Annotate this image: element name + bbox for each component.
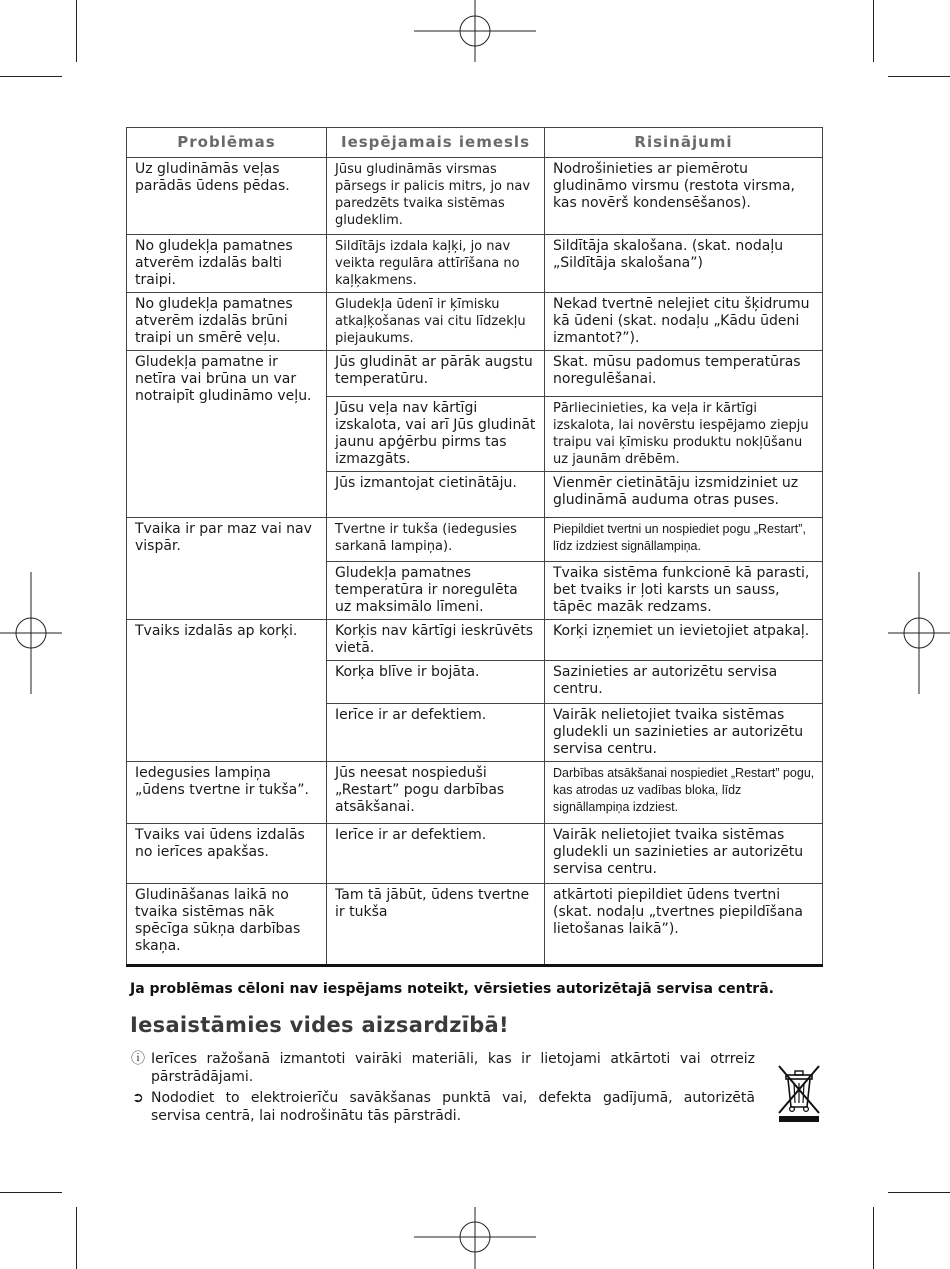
table-header-row (127, 128, 823, 158)
crop-mark (888, 1192, 950, 1193)
table-row (127, 351, 823, 397)
registration-mark-top (414, 0, 536, 62)
list-item (130, 1050, 755, 1086)
solution-cell: atkārtoti piepildiet ūdens tvertni (skat. nodaļu „tvertnes piepildīšana lietošanas laikā”). (545, 884, 823, 966)
arrow-bullet-icon: ➲ (132, 1090, 144, 1106)
list-item (130, 1089, 755, 1125)
info-icon: ⓘ (131, 1051, 145, 1067)
list-item-text: Ierīces ražošanā izmantoti vairāki materiāli, kas ir lietojami atkārtoti vai otrreiz pārstrādājami. (151, 1051, 755, 1085)
table-row (127, 884, 823, 966)
cause-cell: Tam tā jābūt, ūdens tvertne ir tukša (327, 884, 545, 966)
crossed-out-bin-icon (776, 1063, 822, 1127)
header-problems: Problēmas (127, 128, 327, 158)
cause-cell: Jūs gludināt ar pārāk augstu temperatūru. (327, 351, 545, 397)
problem-cell: Tvaika ir par maz vai nav vispār. (127, 518, 327, 620)
cause-cell: Korķis nav kārtīgi ieskrūvēts vietā. (327, 620, 545, 661)
crop-mark (0, 76, 62, 77)
cause-cell: Ierīce ir ar defektiem. (327, 824, 545, 884)
cause-cell: Jūs neesat nospieduši „Restart” pogu darbības atsākšanai. (327, 762, 545, 824)
cause-cell: Ierīce ir ar defektiem. (327, 704, 545, 762)
registration-mark-left (0, 572, 62, 694)
solution-cell: Sildītāja skalošana. (skat. nodaļu „Sildītāja skalošana”) (545, 235, 823, 293)
solution-cell: Tvaika sistēma funkcionē kā parasti, bet tvaiks ir ļoti karsts un sauss, tāpēc mazāk redzams. (545, 562, 823, 620)
crop-mark (76, 1207, 77, 1269)
table-row (127, 762, 823, 824)
solution-cell: Vienmēr cietinātāju izsmidziniet uz gludināmā auduma otras puses. (545, 472, 823, 518)
troubleshooting-table (126, 127, 823, 967)
cause-cell: Gludekļa pamatnes temperatūra ir noregulēta uz maksimālo līmeni. (327, 562, 545, 620)
list-item-text: Nododiet to elektroierīču savākšanas punktā vai, defekta gadījumā, autorizētā servisa centrā, lai nodrošinātu tās pārstrādi. (151, 1090, 755, 1124)
problem-cell: Gludināšanas laikā no tvaika sistēmas nāk spēcīga sūkņa darbības skaņa. (127, 884, 327, 966)
environment-heading: Iesaistāmies vides aizsardzībā! (130, 1013, 509, 1037)
problem-cell: Iedegusies lampiņa „ūdens tvertne ir tukša”. (127, 762, 327, 824)
registration-mark-right (888, 572, 950, 694)
cause-cell: Tvertne ir tukša (iedegusies sarkanā lampiņa). (327, 518, 545, 562)
header-solutions: Risinājumi (545, 128, 823, 158)
table-row (127, 620, 823, 661)
cause-cell: Sildītājs izdala kaļķi, jo nav veikta regulāra attīrīšana no kaļķakmens. (327, 235, 545, 293)
solution-cell: Darbības atsākšanai nospiediet „Restart” pogu, kas atrodas uz vadības bloka, līdz signāllampiņa izdziest. (545, 762, 823, 824)
environment-list (130, 1050, 755, 1128)
table-row (127, 293, 823, 351)
solution-cell: Korķi izņemiet un ievietojiet atpakaļ. (545, 620, 823, 661)
solution-cell: Vairāk nelietojiet tvaika sistēmas gludekli un sazinieties ar autorizētu servisa centru. (545, 704, 823, 762)
table-row (127, 824, 823, 884)
solution-cell: Piepildiet tvertni un nospiediet pogu „Restart”, līdz izdziest signāllampiņa. (545, 518, 823, 562)
problem-cell: Gludekļa pamatne ir netīra vai brūna un var notraipīt gludināmo veļu. (127, 351, 327, 518)
crop-mark (873, 1207, 874, 1269)
problem-cell: No gludekļa pamatnes atverēm izdalās brūni traipi un smērē veļu. (127, 293, 327, 351)
crop-mark (873, 0, 874, 62)
cause-cell: Gludekļa ūdenī ir ķīmisku atkaļķošanas vai citu līdzekļu piejaukums. (327, 293, 545, 351)
crop-mark (888, 76, 950, 77)
solution-cell: Vairāk nelietojiet tvaika sistēmas gludekli un sazinieties ar autorizētu servisa centru. (545, 824, 823, 884)
problem-cell: No gludekļa pamatnes atverēm izdalās balti traipi. (127, 235, 327, 293)
registration-mark-bottom (414, 1207, 536, 1269)
cause-cell: Jūsu gludināmās virsmas pārsegs ir palicis mitrs, jo nav paredzēts tvaika sistēmas gludeklim. (327, 158, 545, 235)
header-causes: Iespējamais iemesls (327, 128, 545, 158)
cause-cell: Jūsu veļa nav kārtīgi izskalota, vai arī Jūs gludināt jaunu apģērbu pirms tas izmazgāts. (327, 397, 545, 472)
solution-cell: Nekad tvertnē nelejiet citu šķidrumu kā ūdeni (skat. nodaļu „Kādu ūdeni izmantot?”). (545, 293, 823, 351)
problem-cell: Tvaiks vai ūdens izdalās no ierīces apakšas. (127, 824, 327, 884)
cause-cell: Korķa blīve ir bojāta. (327, 661, 545, 704)
solution-cell: Nodrošinieties ar piemērotu gludināmo virsmu (restota virsma, kas novērš kondensēšanos). (545, 158, 823, 235)
solution-cell: Pārliecinieties, ka veļa ir kārtīgi izskalota, lai novērstu iespējamo ziepju traipu vai ķīmisku produktu nokļūšanu uz jaunām drēbēm. (545, 397, 823, 472)
table-row (127, 158, 823, 235)
cause-cell: Jūs izmantojat cietinātāju. (327, 472, 545, 518)
problem-cell: Tvaiks izdalās ap korķi. (127, 620, 327, 762)
crop-mark (76, 0, 77, 62)
table-row (127, 518, 823, 562)
service-advice: Ja problēmas cēloni nav iespējams noteikt, vērsieties autorizētajā servisa centrā. (130, 981, 774, 997)
problem-cell: Uz gludināmās veļas parādās ūdens pēdas. (127, 158, 327, 235)
crop-mark (0, 1192, 62, 1193)
solution-cell: Skat. mūsu padomus temperatūras noregulēšanai. (545, 351, 823, 397)
table-row (127, 235, 823, 293)
solution-cell: Sazinieties ar autorizētu servisa centru. (545, 661, 823, 704)
